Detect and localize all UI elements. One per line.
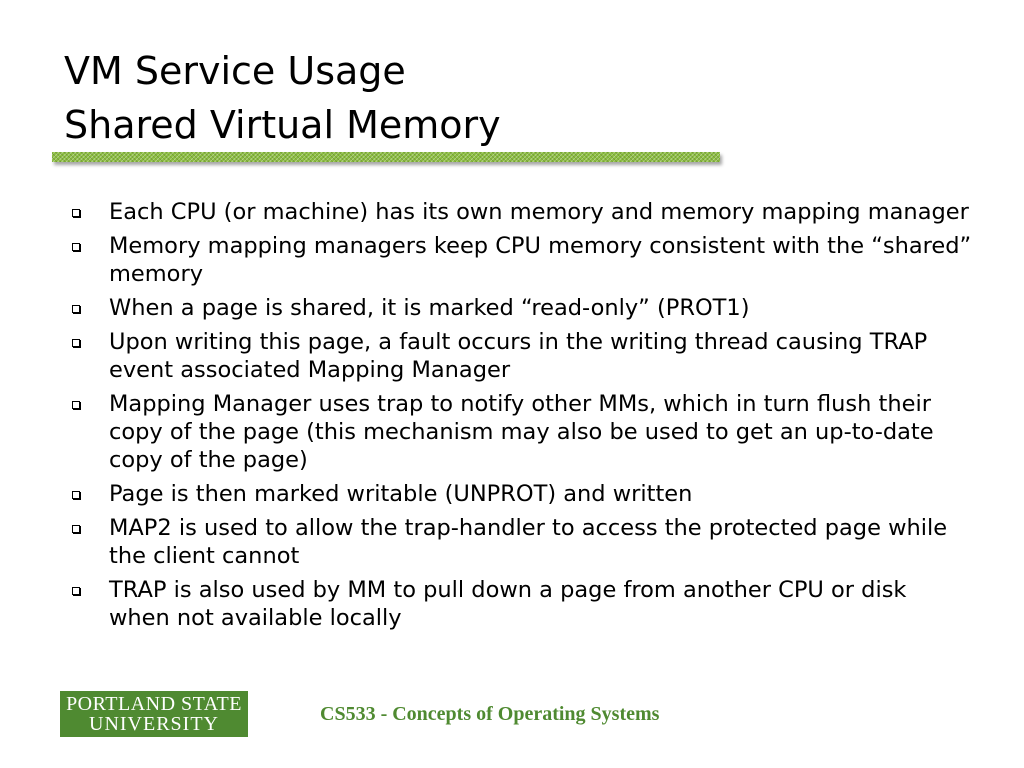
- bullet-text: Upon writing this page, a fault occurs in the writing thread causing TRAP event associated Mapping Manager: [109, 329, 928, 383]
- course-footer: CS533 - Concepts of Operating Systems: [320, 703, 660, 725]
- slide-title-line-1: VM Service Usage: [64, 49, 406, 93]
- bullet-item: [72, 294, 972, 322]
- bullet-item: [72, 328, 972, 384]
- bullet-item: [72, 514, 972, 570]
- square-bullet-icon: [72, 491, 80, 499]
- bullet-text: TRAP is also used by MM to pull down a page from another CPU or disk when not available locally: [109, 577, 907, 631]
- bullet-text: Each CPU (or machine) has its own memory and memory mapping manager: [109, 199, 969, 225]
- title-divider: [52, 152, 720, 162]
- logo-line-2: UNIVERSITY: [89, 713, 219, 735]
- bullet-item: [72, 232, 972, 288]
- bullet-text: Page is then marked writable (UNPROT) and written: [109, 481, 693, 507]
- bullet-list: [72, 198, 972, 638]
- square-bullet-icon: [72, 209, 80, 217]
- bullet-item: [72, 198, 972, 226]
- square-bullet-icon: [72, 525, 80, 533]
- square-bullet-icon: [72, 401, 80, 409]
- university-logo: [60, 691, 248, 737]
- bullet-item: [72, 480, 972, 508]
- slide-title-line-2: Shared Virtual Memory: [64, 103, 501, 147]
- square-bullet-icon: [72, 587, 80, 595]
- logo-line-1: PORTLAND STATE: [66, 693, 242, 715]
- bullet-item: [72, 390, 972, 474]
- square-bullet-icon: [72, 339, 80, 347]
- square-bullet-icon: [72, 305, 80, 313]
- slide-title: [64, 44, 501, 152]
- bullet-item: [72, 576, 972, 632]
- square-bullet-icon: [72, 243, 80, 251]
- bullet-text: MAP2 is used to allow the trap-handler to access the protected page while the client cannot: [109, 515, 948, 569]
- bullet-text: When a page is shared, it is marked “read-only” (PROT1): [109, 295, 750, 321]
- bullet-text: Mapping Manager uses trap to notify other MMs, which in turn flush their copy of the page (this mechanism may also be used to get an up-to-date copy of the page): [109, 391, 934, 473]
- bullet-text: Memory mapping managers keep CPU memory consistent with the “shared” memory: [109, 233, 972, 287]
